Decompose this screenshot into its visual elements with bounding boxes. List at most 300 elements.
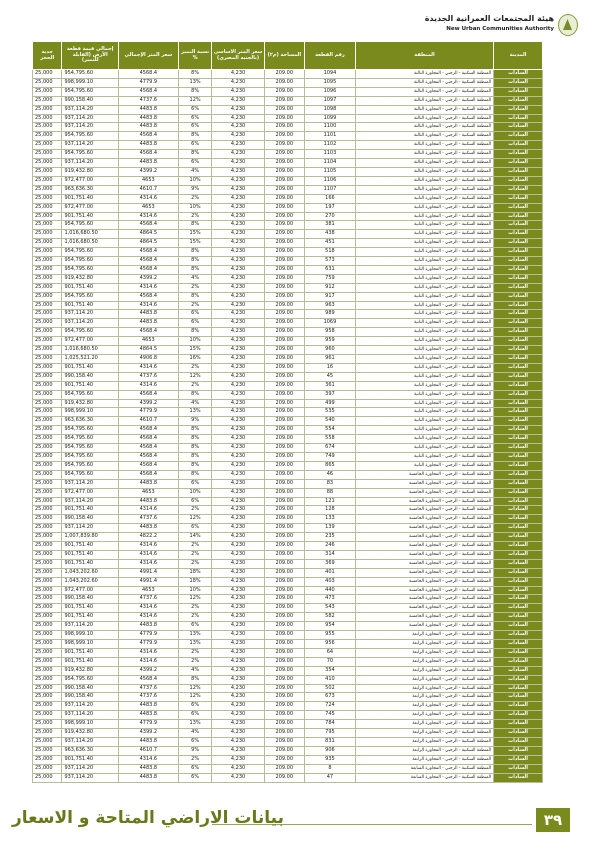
- table-row: [33, 613, 543, 622]
- city-cell: السادات: [494, 105, 543, 114]
- total-value-cell: 963,636.30: [62, 417, 119, 426]
- base-price-cell: 4,230: [212, 470, 264, 479]
- header-plot-number: رقم القطعة: [304, 42, 355, 70]
- city-cell: السادات: [494, 310, 543, 319]
- total-value-cell: 954,795.60: [62, 257, 119, 266]
- base-price-cell: 4,230: [212, 167, 264, 176]
- plot-number-cell: 912: [304, 283, 355, 292]
- deposit-cell: 25,000: [33, 167, 62, 176]
- table-row: [33, 248, 543, 257]
- table-row: [33, 408, 543, 417]
- table-row: [33, 746, 543, 755]
- base-price-cell: 4,230: [212, 604, 264, 613]
- premium-cell: 4%: [178, 167, 212, 176]
- city-cell: السادات: [494, 702, 543, 711]
- total-value-cell: 901,751.40: [62, 604, 119, 613]
- authority-logo: [418, 14, 578, 36]
- city-cell: السادات: [494, 239, 543, 248]
- deposit-cell: 25,000: [33, 70, 62, 79]
- base-price-cell: 4,230: [212, 141, 264, 150]
- city-cell: السادات: [494, 693, 543, 702]
- total-value-cell: 937,114.20: [62, 497, 119, 506]
- deposit-cell: 25,000: [33, 248, 62, 257]
- deposit-cell: 25,000: [33, 114, 62, 123]
- area-cell: 209.00: [264, 559, 304, 568]
- base-price-cell: 4,230: [212, 372, 264, 381]
- deposit-cell: 25,000: [33, 737, 62, 746]
- table-row: [33, 346, 543, 355]
- total-value-cell: 901,751.40: [62, 559, 119, 568]
- base-price-cell: 4,230: [212, 114, 264, 123]
- total-price-per-meter-cell: 4653: [118, 176, 178, 185]
- table-row: [33, 684, 543, 693]
- deposit-cell: 25,000: [33, 684, 62, 693]
- plot-number-cell: 1105: [304, 167, 355, 176]
- table-row: [33, 328, 543, 337]
- premium-cell: 2%: [178, 283, 212, 292]
- base-price-cell: 4,230: [212, 203, 264, 212]
- area-cell: 209.00: [264, 96, 304, 105]
- deposit-cell: 25,000: [33, 78, 62, 87]
- org-name-ar: هيئة المجتمعات العمرانية الجديدة: [424, 14, 554, 23]
- table-row: [33, 711, 543, 720]
- base-price-cell: 4,230: [212, 595, 264, 604]
- deposit-cell: 25,000: [33, 559, 62, 568]
- premium-cell: 4%: [178, 666, 212, 675]
- page-number: ٣٩: [536, 808, 570, 832]
- total-price-per-meter-cell: 4483.8: [118, 310, 178, 319]
- premium-cell: 2%: [178, 194, 212, 203]
- total-price-per-meter-cell: 4737.6: [118, 595, 178, 604]
- header-area: المساحة (م٢): [264, 42, 304, 70]
- deposit-cell: 25,000: [33, 631, 62, 640]
- area-cell: 209.00: [264, 248, 304, 257]
- deposit-cell: 25,000: [33, 550, 62, 559]
- base-price-cell: 4,230: [212, 265, 264, 274]
- premium-cell: 18%: [178, 568, 212, 577]
- area-cell: 209.00: [264, 167, 304, 176]
- area-cell: 209.00: [264, 533, 304, 542]
- deposit-cell: 25,000: [33, 488, 62, 497]
- base-price-cell: 4,230: [212, 355, 264, 364]
- table-row: [33, 604, 543, 613]
- area-cell: 209.00: [264, 141, 304, 150]
- area-cell: 209.00: [264, 417, 304, 426]
- city-cell: السادات: [494, 640, 543, 649]
- area-cell: 209.00: [264, 684, 304, 693]
- total-value-cell: 901,751.40: [62, 657, 119, 666]
- region-cell: المنطقة السكنية - الرجبي - المجاورة الثانية: [355, 248, 493, 257]
- total-price-per-meter-cell: 4483.8: [118, 764, 178, 773]
- total-price-per-meter-cell: 4483.8: [118, 702, 178, 711]
- city-cell: السادات: [494, 390, 543, 399]
- plot-number-cell: 784: [304, 720, 355, 729]
- plot-number-cell: 1107: [304, 185, 355, 194]
- base-price-cell: 4,230: [212, 773, 264, 782]
- area-cell: 209.00: [264, 675, 304, 684]
- city-cell: السادات: [494, 524, 543, 533]
- deposit-cell: 25,000: [33, 372, 62, 381]
- total-price-per-meter-cell: 4906.8: [118, 355, 178, 364]
- premium-cell: 6%: [178, 319, 212, 328]
- table-row: [33, 515, 543, 524]
- total-value-cell: 919,432.80: [62, 729, 119, 738]
- region-cell: المنطقة السكنية - الرجبي - المجاورة الثالثة: [355, 105, 493, 114]
- region-cell: المنطقة السكنية - الرجبي - المجاورة الثانية: [355, 319, 493, 328]
- region-cell: المنطقة السكنية - الرجبي - المجاورة الرابعة: [355, 684, 493, 693]
- city-cell: السادات: [494, 515, 543, 524]
- total-value-cell: 972,477.00: [62, 203, 119, 212]
- total-price-per-meter-cell: 4737.6: [118, 693, 178, 702]
- total-price-per-meter-cell: 4399.2: [118, 666, 178, 675]
- total-value-cell: 963,636.30: [62, 185, 119, 194]
- total-price-per-meter-cell: 4568.4: [118, 221, 178, 230]
- base-price-cell: 4,230: [212, 96, 264, 105]
- plot-number-cell: 403: [304, 577, 355, 586]
- area-cell: 209.00: [264, 542, 304, 551]
- area-cell: 209.00: [264, 479, 304, 488]
- total-price-per-meter-cell: 4568.4: [118, 452, 178, 461]
- premium-cell: 6%: [178, 702, 212, 711]
- area-cell: 209.00: [264, 657, 304, 666]
- base-price-cell: 4,230: [212, 479, 264, 488]
- area-cell: 209.00: [264, 132, 304, 141]
- plot-number-cell: 361: [304, 381, 355, 390]
- area-cell: 209.00: [264, 586, 304, 595]
- area-cell: 209.00: [264, 381, 304, 390]
- region-cell: المنطقة السكنية - الرجبي - المجاورة الرابعة: [355, 657, 493, 666]
- city-cell: السادات: [494, 622, 543, 631]
- plot-number-cell: 558: [304, 435, 355, 444]
- table-row: [33, 452, 543, 461]
- total-value-cell: 1,016,680.50: [62, 239, 119, 248]
- total-price-per-meter-cell: 4568.4: [118, 132, 178, 141]
- total-price-per-meter-cell: 4568.4: [118, 248, 178, 257]
- table-row: [33, 123, 543, 132]
- base-price-cell: 4,230: [212, 452, 264, 461]
- total-value-cell: 1,043,202.60: [62, 568, 119, 577]
- plot-number-cell: 956: [304, 640, 355, 649]
- region-cell: المنطقة السكنية - الرجبي - المجاورة الثانية: [355, 435, 493, 444]
- table-row: [33, 274, 543, 283]
- city-cell: السادات: [494, 470, 543, 479]
- table-row: [33, 720, 543, 729]
- premium-cell: 8%: [178, 150, 212, 159]
- city-cell: السادات: [494, 123, 543, 132]
- total-value-cell: 937,114.20: [62, 702, 119, 711]
- premium-cell: 4%: [178, 274, 212, 283]
- table-row: [33, 488, 543, 497]
- plot-number-cell: 440: [304, 586, 355, 595]
- table-row: [33, 755, 543, 764]
- total-price-per-meter-cell: 4314.6: [118, 283, 178, 292]
- plot-number-cell: 1069: [304, 319, 355, 328]
- total-price-per-meter-cell: 4314.6: [118, 212, 178, 221]
- city-cell: السادات: [494, 399, 543, 408]
- table-row: [33, 310, 543, 319]
- plot-number-cell: 64: [304, 648, 355, 657]
- area-cell: 209.00: [264, 737, 304, 746]
- region-cell: المنطقة السكنية - الرجبي - المجاورة الثانية: [355, 417, 493, 426]
- base-price-cell: 4,230: [212, 292, 264, 301]
- table-row: [33, 533, 543, 542]
- table-row: [33, 203, 543, 212]
- premium-cell: 8%: [178, 435, 212, 444]
- base-price-cell: 4,230: [212, 622, 264, 631]
- region-cell: المنطقة السكنية - الرجبي - المجاورة الثانية: [355, 274, 493, 283]
- plot-number-cell: 70: [304, 657, 355, 666]
- region-cell: المنطقة السكنية - الرجبي - المجاورة الخامسة: [355, 550, 493, 559]
- plot-number-cell: 1099: [304, 114, 355, 123]
- city-cell: السادات: [494, 426, 543, 435]
- total-price-per-meter-cell: 4314.6: [118, 301, 178, 310]
- plot-number-cell: 759: [304, 274, 355, 283]
- base-price-cell: 4,230: [212, 693, 264, 702]
- deposit-cell: 25,000: [33, 408, 62, 417]
- region-cell: المنطقة السكنية - الرجبي - المجاورة الخامسة: [355, 488, 493, 497]
- header-total-price-per-meter: سعر المتر الإجمالي: [118, 42, 178, 70]
- city-cell: السادات: [494, 363, 543, 372]
- total-price-per-meter-cell: 4483.8: [118, 737, 178, 746]
- area-cell: 209.00: [264, 105, 304, 114]
- plot-number-cell: 1094: [304, 70, 355, 79]
- city-cell: السادات: [494, 711, 543, 720]
- total-value-cell: 954,795.60: [62, 452, 119, 461]
- premium-cell: 6%: [178, 159, 212, 168]
- table-row: [33, 292, 543, 301]
- region-cell: المنطقة السكنية - الرجبي - المجاورة الخامسة: [355, 506, 493, 515]
- plot-number-cell: 961: [304, 355, 355, 364]
- city-cell: السادات: [494, 452, 543, 461]
- premium-cell: 8%: [178, 328, 212, 337]
- total-price-per-meter-cell: 4568.4: [118, 675, 178, 684]
- plot-number-cell: 1095: [304, 78, 355, 87]
- deposit-cell: 25,000: [33, 337, 62, 346]
- region-cell: المنطقة السكنية - الرجبي - المجاورة الثانية: [355, 444, 493, 453]
- area-cell: 209.00: [264, 355, 304, 364]
- area-cell: 209.00: [264, 363, 304, 372]
- city-cell: السادات: [494, 444, 543, 453]
- base-price-cell: 4,230: [212, 488, 264, 497]
- premium-cell: 9%: [178, 746, 212, 755]
- base-price-cell: 4,230: [212, 310, 264, 319]
- total-value-cell: 937,114.20: [62, 479, 119, 488]
- plot-number-cell: 246: [304, 542, 355, 551]
- table-header-row: [33, 42, 543, 70]
- plot-number-cell: 1106: [304, 176, 355, 185]
- region-cell: المنطقة السكنية - الرجبي - المجاورة الثالثة: [355, 96, 493, 105]
- city-cell: السادات: [494, 301, 543, 310]
- total-price-per-meter-cell: 4568.4: [118, 435, 178, 444]
- region-cell: المنطقة السكنية - الرجبي - المجاورة الرابعة: [355, 666, 493, 675]
- premium-cell: 12%: [178, 595, 212, 604]
- area-cell: 209.00: [264, 497, 304, 506]
- base-price-cell: 4,230: [212, 417, 264, 426]
- plot-number-cell: 959: [304, 337, 355, 346]
- total-price-per-meter-cell: 4483.8: [118, 773, 178, 782]
- total-value-cell: 937,114.20: [62, 737, 119, 746]
- city-cell: السادات: [494, 185, 543, 194]
- total-value-cell: 954,795.60: [62, 150, 119, 159]
- area-cell: 209.00: [264, 221, 304, 230]
- plot-number-cell: 906: [304, 746, 355, 755]
- city-cell: السادات: [494, 666, 543, 675]
- table-row: [33, 693, 543, 702]
- total-value-cell: 919,432.80: [62, 666, 119, 675]
- plot-number-cell: 954: [304, 622, 355, 631]
- region-cell: المنطقة السكنية - الرجبي - المجاورة الرابعة: [355, 720, 493, 729]
- region-cell: المنطقة السكنية - الرجبي - المجاورة الثانية: [355, 212, 493, 221]
- deposit-cell: 25,000: [33, 87, 62, 96]
- city-cell: السادات: [494, 408, 543, 417]
- area-cell: 209.00: [264, 185, 304, 194]
- base-price-cell: 4,230: [212, 426, 264, 435]
- premium-cell: 15%: [178, 230, 212, 239]
- city-cell: السادات: [494, 506, 543, 515]
- table-row: [33, 426, 543, 435]
- area-cell: 209.00: [264, 461, 304, 470]
- total-price-per-meter-cell: 4314.6: [118, 755, 178, 764]
- area-cell: 209.00: [264, 488, 304, 497]
- table-row: [33, 702, 543, 711]
- deposit-cell: 25,000: [33, 310, 62, 319]
- plot-number-cell: 369: [304, 559, 355, 568]
- total-value-cell: 901,751.40: [62, 648, 119, 657]
- total-value-cell: 998,999.10: [62, 408, 119, 417]
- region-cell: المنطقة السكنية - الرجبي - المجاورة الرابعة: [355, 755, 493, 764]
- deposit-cell: 25,000: [33, 230, 62, 239]
- city-cell: السادات: [494, 78, 543, 87]
- city-cell: السادات: [494, 283, 543, 292]
- deposit-cell: 25,000: [33, 720, 62, 729]
- deposit-cell: 25,000: [33, 274, 62, 283]
- city-cell: السادات: [494, 114, 543, 123]
- deposit-cell: 25,000: [33, 622, 62, 631]
- city-cell: السادات: [494, 568, 543, 577]
- premium-cell: 8%: [178, 248, 212, 257]
- total-value-cell: 1,025,521.20: [62, 355, 119, 364]
- premium-cell: 16%: [178, 355, 212, 364]
- premium-cell: 2%: [178, 559, 212, 568]
- total-price-per-meter-cell: 4314.6: [118, 363, 178, 372]
- table-row: [33, 470, 543, 479]
- area-cell: 209.00: [264, 568, 304, 577]
- premium-cell: 6%: [178, 141, 212, 150]
- total-value-cell: 901,751.40: [62, 212, 119, 221]
- premium-cell: 4%: [178, 399, 212, 408]
- base-price-cell: 4,230: [212, 729, 264, 738]
- total-price-per-meter-cell: 4399.2: [118, 274, 178, 283]
- total-price-per-meter-cell: 4737.6: [118, 684, 178, 693]
- deposit-cell: 25,000: [33, 417, 62, 426]
- area-cell: 209.00: [264, 604, 304, 613]
- premium-cell: 6%: [178, 310, 212, 319]
- city-cell: السادات: [494, 194, 543, 203]
- base-price-cell: 4,230: [212, 542, 264, 551]
- total-price-per-meter-cell: 4779.9: [118, 78, 178, 87]
- plot-number-cell: 8: [304, 764, 355, 773]
- region-cell: المنطقة السكنية - الرجبي - المجاورة الرابعة: [355, 729, 493, 738]
- total-value-cell: 901,751.40: [62, 506, 119, 515]
- region-cell: المنطقة السكنية - الرجبي - المجاورة الخامسة: [355, 586, 493, 595]
- base-price-cell: 4,230: [212, 746, 264, 755]
- table-row: [33, 657, 543, 666]
- total-price-per-meter-cell: 4568.4: [118, 444, 178, 453]
- area-cell: 209.00: [264, 666, 304, 675]
- total-value-cell: 919,432.80: [62, 167, 119, 176]
- city-cell: السادات: [494, 265, 543, 274]
- plot-number-cell: 673: [304, 693, 355, 702]
- total-price-per-meter-cell: 4610.7: [118, 185, 178, 194]
- base-price-cell: 4,230: [212, 301, 264, 310]
- plot-number-cell: 1100: [304, 123, 355, 132]
- region-cell: المنطقة السكنية - الرجبي - المجاورة الثانية: [355, 381, 493, 390]
- base-price-cell: 4,230: [212, 720, 264, 729]
- premium-cell: 2%: [178, 604, 212, 613]
- plot-number-cell: 540: [304, 417, 355, 426]
- plot-number-cell: 631: [304, 265, 355, 274]
- total-value-cell: 972,477.00: [62, 337, 119, 346]
- region-cell: المنطقة السكنية - الرجبي - المجاورة الثانية: [355, 390, 493, 399]
- total-value-cell: 901,751.40: [62, 283, 119, 292]
- premium-cell: 8%: [178, 444, 212, 453]
- base-price-cell: 4,230: [212, 711, 264, 720]
- city-cell: السادات: [494, 337, 543, 346]
- area-cell: 209.00: [264, 613, 304, 622]
- region-cell: المنطقة السكنية - الرجبي - المجاورة الثالثة: [355, 87, 493, 96]
- plot-number-cell: 989: [304, 310, 355, 319]
- table-row: [33, 577, 543, 586]
- region-cell: المنطقة السكنية - الرجبي - المجاورة الثانية: [355, 408, 493, 417]
- premium-cell: 6%: [178, 105, 212, 114]
- plot-number-cell: 397: [304, 390, 355, 399]
- plot-number-cell: 502: [304, 684, 355, 693]
- total-price-per-meter-cell: 4991.4: [118, 568, 178, 577]
- city-cell: السادات: [494, 559, 543, 568]
- table-row: [33, 265, 543, 274]
- base-price-cell: 4,230: [212, 657, 264, 666]
- table-row: [33, 390, 543, 399]
- total-value-cell: 937,114.20: [62, 159, 119, 168]
- premium-cell: 8%: [178, 292, 212, 301]
- premium-cell: 8%: [178, 70, 212, 79]
- deposit-cell: 25,000: [33, 292, 62, 301]
- premium-cell: 13%: [178, 408, 212, 417]
- base-price-cell: 4,230: [212, 194, 264, 203]
- premium-cell: 10%: [178, 586, 212, 595]
- region-cell: المنطقة السكنية - الرجبي - المجاورة الخامسة: [355, 613, 493, 622]
- deposit-cell: 25,000: [33, 693, 62, 702]
- city-cell: السادات: [494, 773, 543, 782]
- plot-number-cell: 128: [304, 506, 355, 515]
- plot-number-cell: 166: [304, 194, 355, 203]
- table-row: [33, 773, 543, 782]
- deposit-cell: 25,000: [33, 648, 62, 657]
- area-cell: 209.00: [264, 631, 304, 640]
- deposit-cell: 25,000: [33, 729, 62, 738]
- region-cell: المنطقة السكنية - الرجبي - المجاورة الخامسة: [355, 533, 493, 542]
- total-value-cell: 954,795.60: [62, 426, 119, 435]
- deposit-cell: 25,000: [33, 132, 62, 141]
- premium-cell: 12%: [178, 684, 212, 693]
- total-price-per-meter-cell: 4483.8: [118, 141, 178, 150]
- base-price-cell: 4,230: [212, 444, 264, 453]
- city-cell: السادات: [494, 319, 543, 328]
- table-row: [33, 506, 543, 515]
- area-cell: 209.00: [264, 435, 304, 444]
- plot-number-cell: 543: [304, 604, 355, 613]
- region-cell: المنطقة السكنية - الرجبي - المجاورة الثانية: [355, 230, 493, 239]
